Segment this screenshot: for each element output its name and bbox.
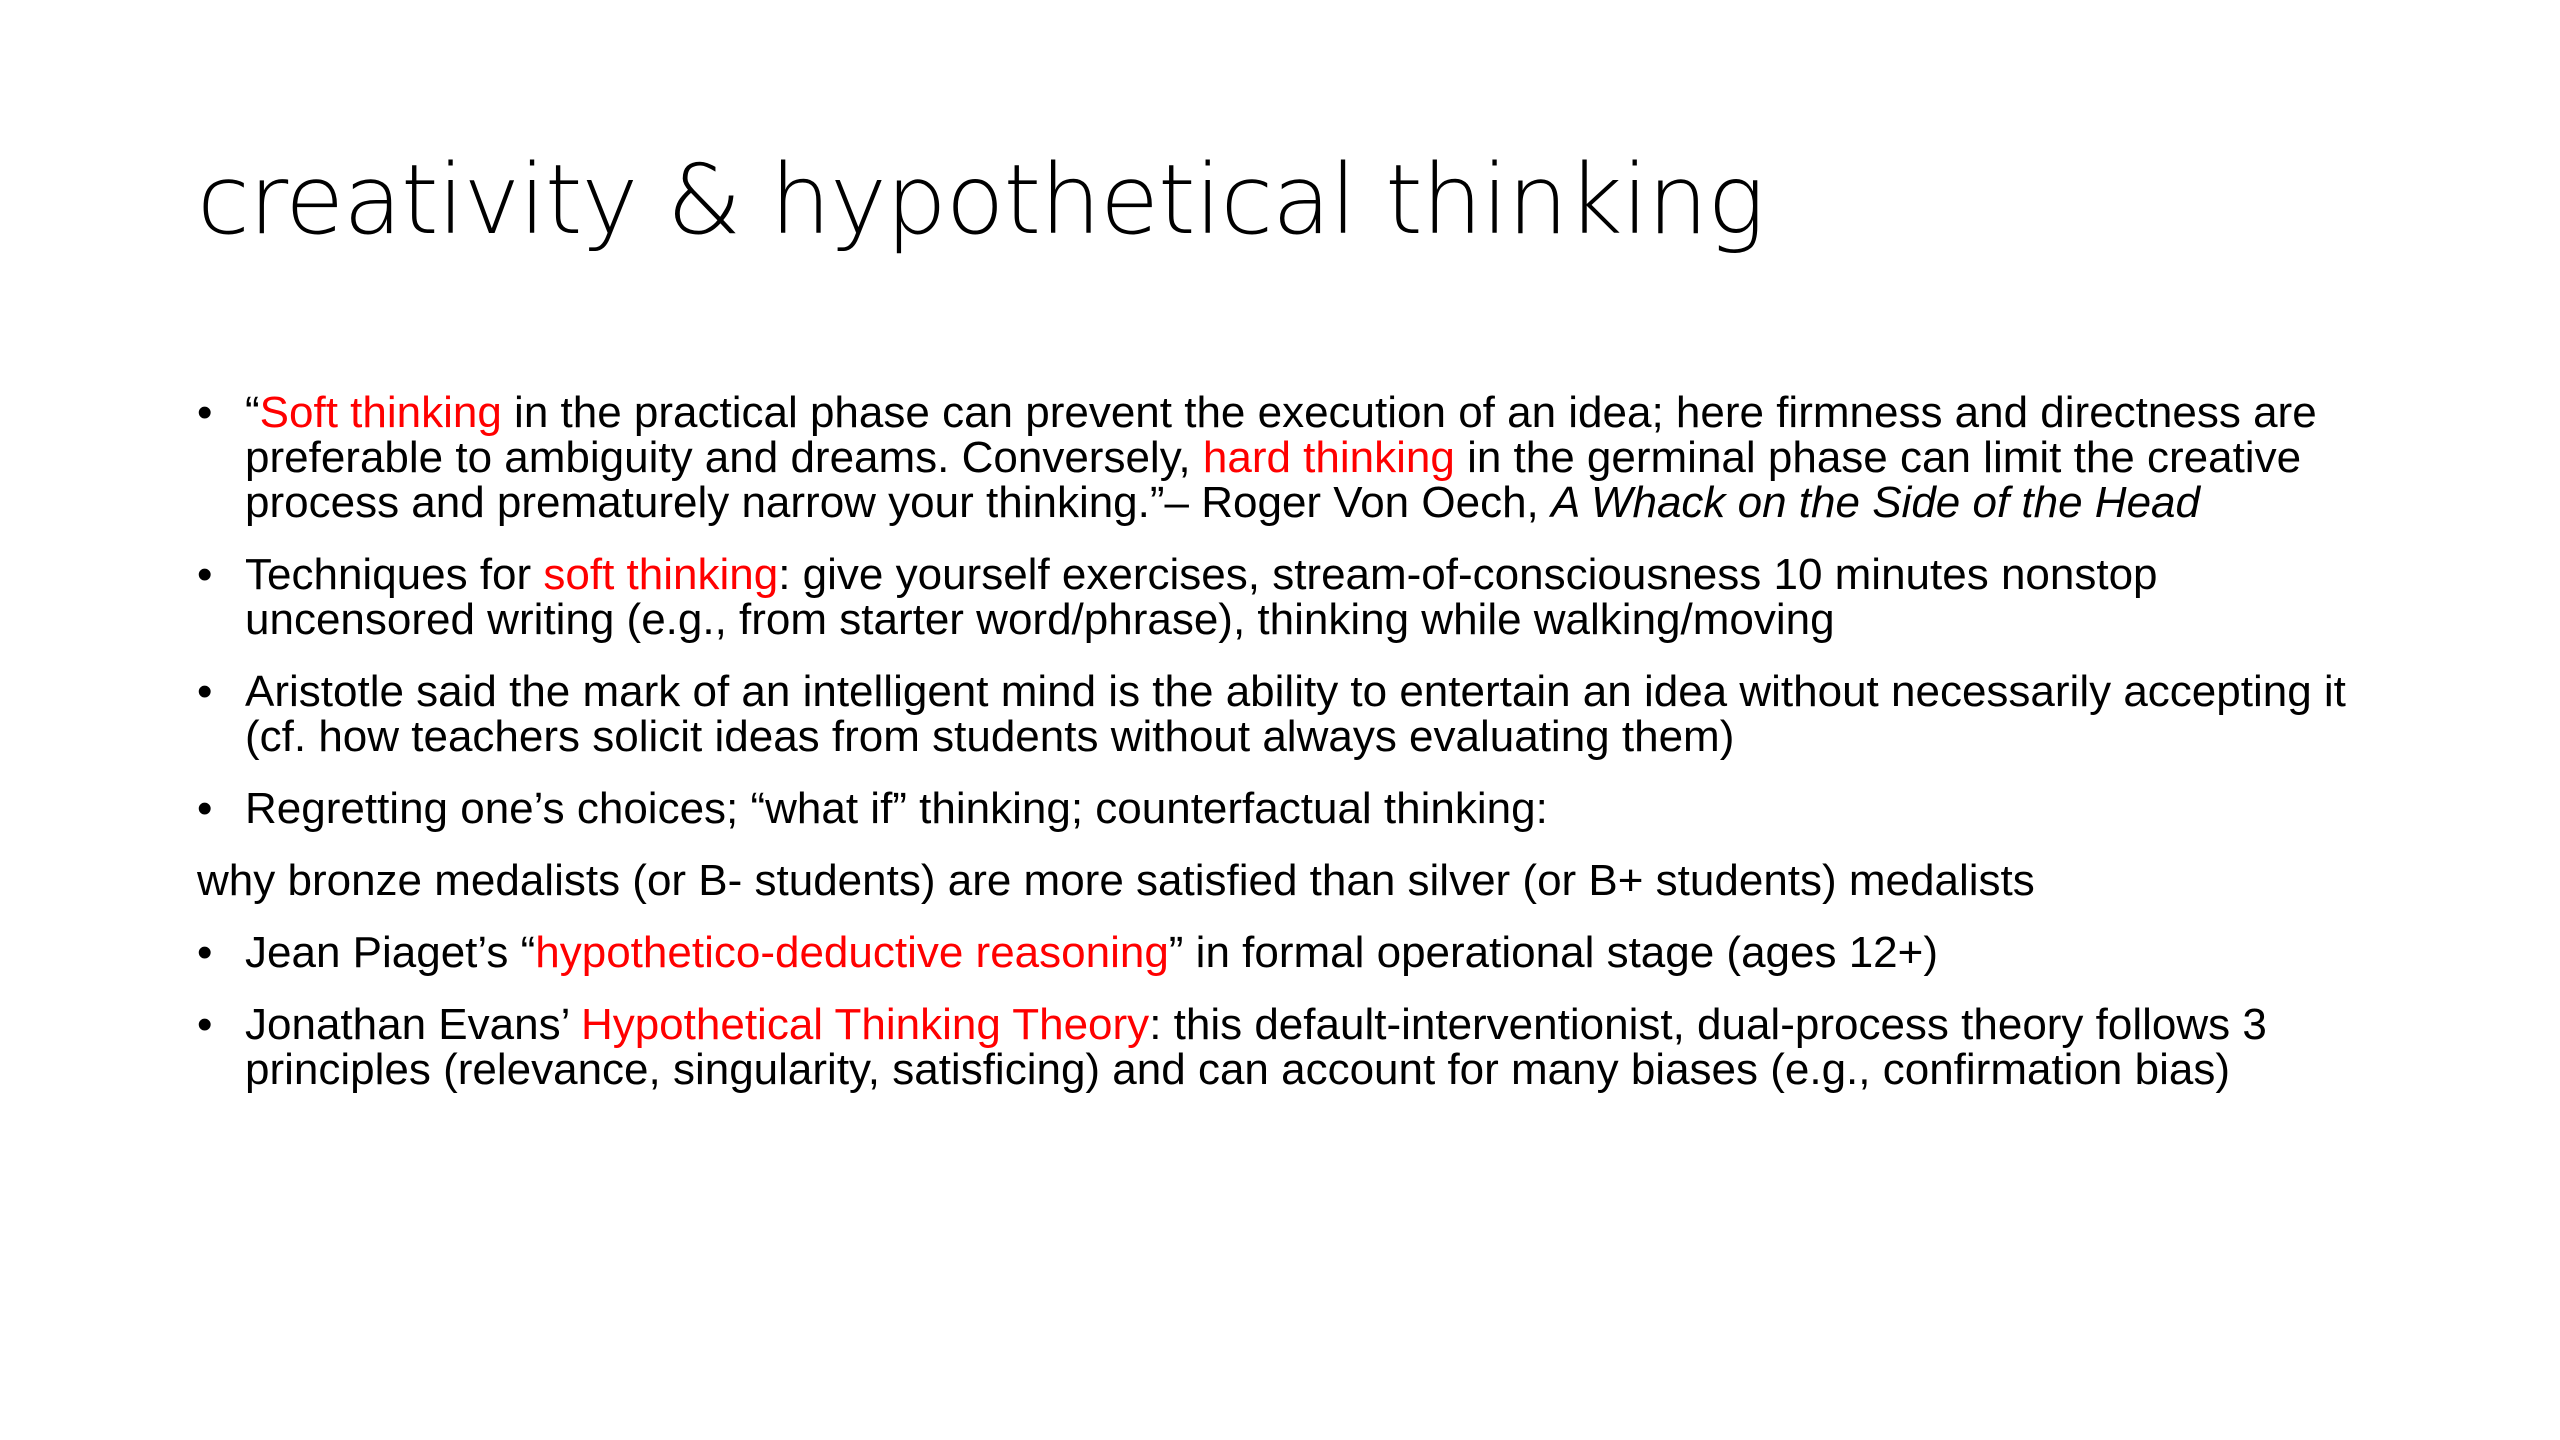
- book-title: A Whack on the Side of the Head: [1551, 478, 2200, 527]
- bullet-icon: •: [197, 784, 213, 833]
- bullet-text: [245, 550, 2158, 644]
- highlight-term: hypothetico-deductive reasoning: [535, 928, 1169, 977]
- text-segment: : this default-interventionist, dual-process theory follows 3 principles (relevance, singularity, satisficing) and can account for many biases (e.g., confirmation bias): [245, 1000, 2267, 1094]
- highlight-term: hard thinking: [1202, 433, 1455, 482]
- text-segment: in the germinal phase can limit the creative process and prematurely narrow your thinking.”– Roger Von Oech,: [245, 433, 2302, 527]
- bullet-item-aristotle: [197, 669, 2397, 759]
- bullet-text: Regretting one’s choices; “what if” thinking; counterfactual thinking:: [245, 784, 1548, 833]
- bullet-item-soft-thinking-quote: [197, 390, 2397, 525]
- slide-title: creativity & hypothetical thinking: [197, 144, 1764, 256]
- bullet-text: [245, 1000, 2267, 1094]
- bullet-item-regretting: [197, 786, 2397, 831]
- text-segment: “: [245, 388, 260, 437]
- highlight-term: Soft thinking: [259, 388, 502, 437]
- highlight-term: soft thinking: [543, 550, 779, 599]
- bullet-item-techniques: [197, 552, 2397, 642]
- bullet-text: [245, 928, 1938, 977]
- bullet-icon: •: [197, 667, 213, 716]
- text-segment: : give yourself exercises, stream-of-consciousness 10 minutes nonstop uncensored writing (e.g., from starter word/phrase), thinking while walking/moving: [245, 550, 2158, 644]
- bullet-icon: •: [197, 388, 213, 437]
- text-segment: Jean Piaget’s “: [245, 928, 536, 977]
- bullet-icon: •: [197, 928, 213, 977]
- bullet-item-piaget: [197, 930, 2397, 975]
- bullet-icon: •: [197, 550, 213, 599]
- bullet-icon: •: [197, 1000, 213, 1049]
- bullet-text: [245, 388, 2317, 527]
- text-segment: in the practical phase can prevent the execution of an idea; here firmness and directness are preferable to ambiguity and dreams. Conversely,: [245, 388, 2317, 482]
- bullet-item-evans: [197, 1002, 2397, 1092]
- slide-body: [197, 390, 2397, 1119]
- text-segment: ” in formal operational stage (ages 12+): [1168, 928, 1939, 977]
- text-segment: Jonathan Evans’: [245, 1000, 581, 1049]
- bullet-text: Aristotle said the mark of an intelligent mind is the ability to entertain an idea without necessarily accepting it (cf. how teachers solicit ideas from students without always evaluating them): [245, 667, 2346, 761]
- plain-paragraph-medalists: why bronze medalists (or B- students) are more satisfied than silver (or B+ students) medalists: [197, 856, 2035, 905]
- text-segment: Techniques for: [245, 550, 544, 599]
- highlight-term: Hypothetical Thinking Theory: [580, 1000, 1150, 1049]
